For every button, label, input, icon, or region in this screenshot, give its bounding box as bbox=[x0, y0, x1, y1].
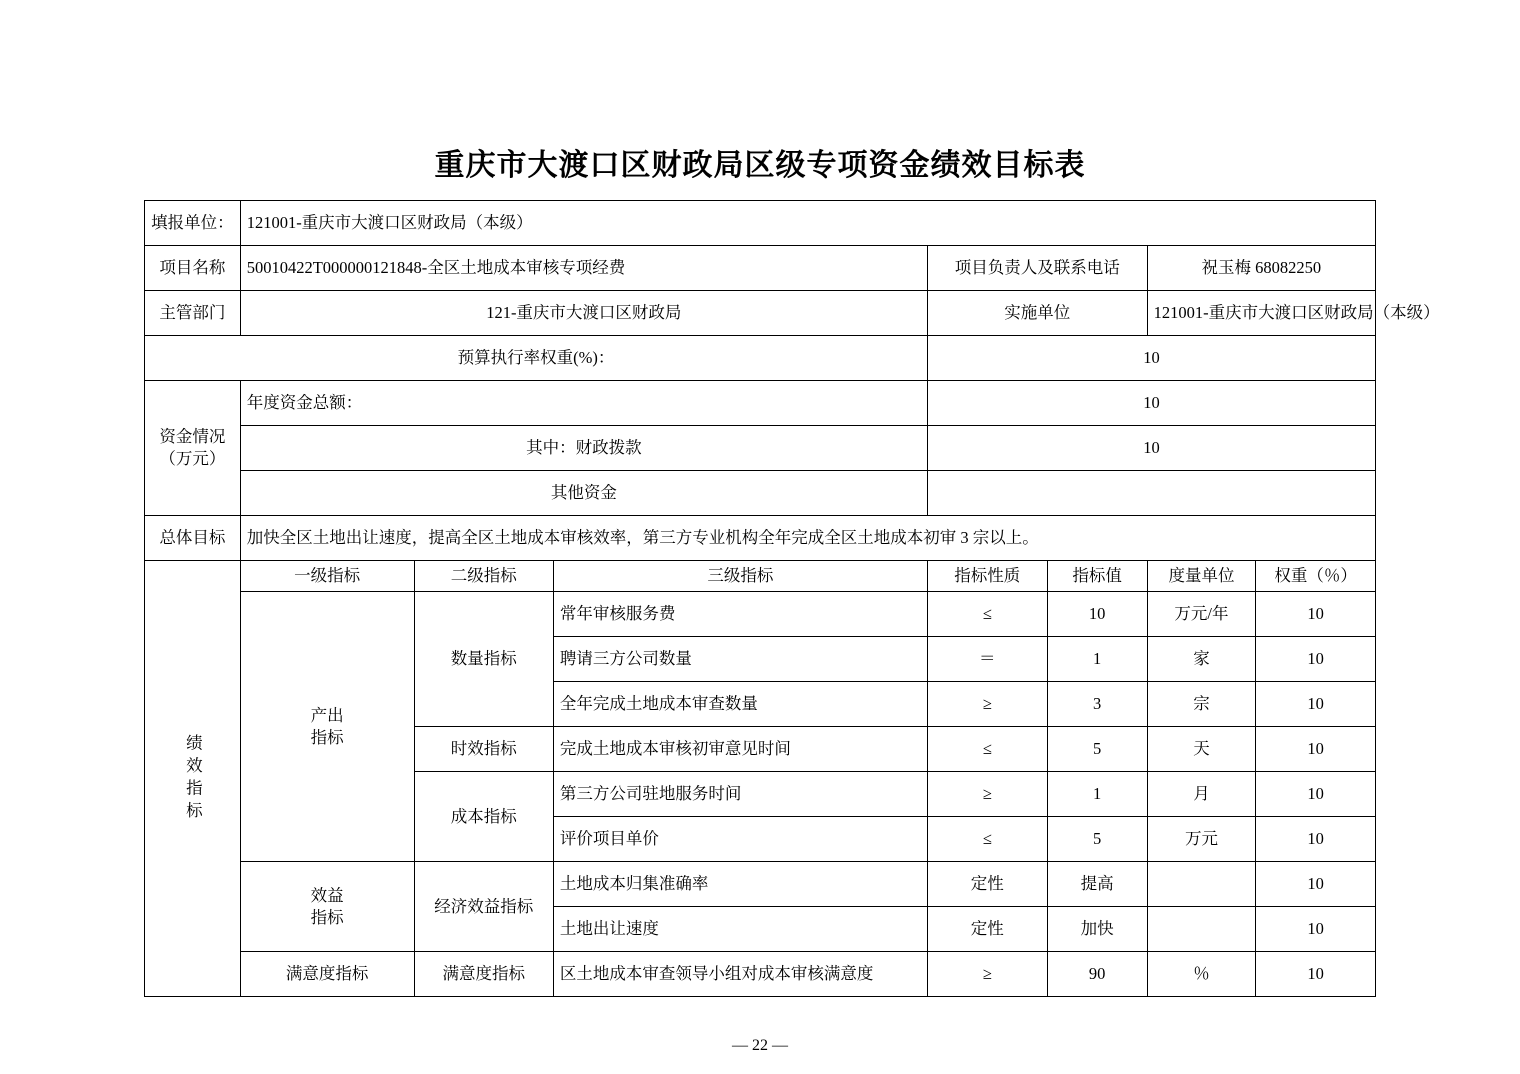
indicator-weight: 10 bbox=[1256, 727, 1376, 772]
reporting-unit-value: 121001-重庆市大渡口区财政局（本级） bbox=[240, 201, 1375, 246]
indicator-value: 加快 bbox=[1047, 907, 1147, 952]
level3-indicator: 第三方公司驻地服务时间 bbox=[553, 772, 927, 817]
table-row-indicator-header bbox=[145, 561, 1376, 592]
table-row-other-funds bbox=[145, 471, 1376, 516]
fiscal-appropriation-label: 其中：财政拨款 bbox=[240, 426, 927, 471]
indicator-value: 10 bbox=[1047, 592, 1147, 637]
indicator-unit: 万元 bbox=[1147, 817, 1256, 862]
page-title: 重庆市大渡口区财政局区级专项资金绩效目标表 bbox=[434, 149, 1086, 182]
indicator-unit: 宗 bbox=[1147, 682, 1256, 727]
reporting-unit-label: 填报单位： bbox=[145, 201, 241, 246]
level3-indicator: 全年完成土地成本审查数量 bbox=[553, 682, 927, 727]
table-row-annual-total bbox=[145, 381, 1376, 426]
level3-indicator: 聘请三方公司数量 bbox=[553, 637, 927, 682]
level3-indicator: 评价项目单价 bbox=[553, 817, 927, 862]
column-header-level3: 三级指标 bbox=[553, 561, 927, 592]
table-row-reporting-unit bbox=[145, 201, 1376, 246]
indicator-nature: ≥ bbox=[927, 772, 1047, 817]
table-row-fiscal-appropriation bbox=[145, 426, 1376, 471]
project-name-label: 项目名称 bbox=[145, 246, 241, 291]
indicator-weight: 10 bbox=[1256, 817, 1376, 862]
indicator-value: 5 bbox=[1047, 817, 1147, 862]
indicator-nature: ≤ bbox=[927, 592, 1047, 637]
indicator-nature: ≥ bbox=[927, 952, 1047, 997]
indicator-weight: 10 bbox=[1256, 862, 1376, 907]
level3-indicator: 区土地成本审查领导小组对成本审核满意度 bbox=[553, 952, 927, 997]
table-row-supervising-dept bbox=[145, 291, 1376, 336]
indicator-value: 3 bbox=[1047, 682, 1147, 727]
overall-goal-label: 总体目标 bbox=[145, 516, 241, 561]
level1-benefit-line1: 效益 bbox=[310, 885, 344, 905]
indicator-unit: 家 bbox=[1147, 637, 1256, 682]
table-row bbox=[145, 592, 1376, 637]
table-row-budget-exec-weight bbox=[145, 336, 1376, 381]
indicator-weight: 10 bbox=[1256, 772, 1376, 817]
level1-satisfaction-indicator: 满意度指标 bbox=[240, 952, 414, 997]
level1-benefit-line2: 指标 bbox=[310, 907, 344, 927]
supervising-dept-value: 121-重庆市大渡口区财政局 bbox=[240, 291, 927, 336]
indicator-unit: 月 bbox=[1147, 772, 1256, 817]
indicator-unit bbox=[1147, 862, 1256, 907]
level2-satisfaction-indicator: 满意度指标 bbox=[414, 952, 553, 997]
level1-benefit-indicator bbox=[240, 862, 414, 952]
level1-output-line2: 指标 bbox=[310, 727, 344, 747]
indicator-value: 提高 bbox=[1047, 862, 1147, 907]
column-header-value: 指标值 bbox=[1047, 561, 1147, 592]
indicator-value: 90 bbox=[1047, 952, 1147, 997]
indicator-nature: 定性 bbox=[927, 862, 1047, 907]
project-leader-value: 祝玉梅 68082250 bbox=[1147, 246, 1375, 291]
level3-indicator: 完成土地成本审核初审意见时间 bbox=[553, 727, 927, 772]
indicator-unit bbox=[1147, 907, 1256, 952]
other-funds-label: 其他资金 bbox=[240, 471, 927, 516]
annual-total-value: 10 bbox=[927, 381, 1375, 426]
indicator-nature: ＝ bbox=[927, 637, 1047, 682]
funding-situation-line1: 资金情况 bbox=[159, 426, 226, 446]
funding-situation-label bbox=[145, 381, 241, 516]
funding-situation-line2: （万元） bbox=[159, 449, 226, 468]
performance-target-table bbox=[144, 200, 1440, 997]
implementing-unit-value: 121001-重庆市大渡口区财政局（本级） bbox=[1147, 291, 1375, 336]
table-row bbox=[145, 952, 1376, 997]
column-header-level2: 二级指标 bbox=[414, 561, 553, 592]
indicator-unit: ％ bbox=[1147, 952, 1256, 997]
indicator-weight: 10 bbox=[1256, 952, 1376, 997]
implementing-unit-label: 实施单位 bbox=[927, 291, 1147, 336]
level3-indicator: 常年审核服务费 bbox=[553, 592, 927, 637]
level1-output-line1: 产出 bbox=[310, 705, 344, 725]
level3-indicator: 土地成本归集准确率 bbox=[553, 862, 927, 907]
project-leader-label: 项目负责人及联系电话 bbox=[927, 246, 1147, 291]
table-row-overall-goal bbox=[145, 516, 1376, 561]
column-header-level1: 一级指标 bbox=[240, 561, 414, 592]
supervising-dept-label: 主管部门 bbox=[145, 291, 241, 336]
indicator-weight: 10 bbox=[1256, 637, 1376, 682]
indicator-unit: 天 bbox=[1147, 727, 1256, 772]
indicator-nature: ≤ bbox=[927, 727, 1047, 772]
project-name-value: 50010422T000000121848-全区土地成本审核专项经费 bbox=[240, 246, 927, 291]
column-header-nature: 指标性质 bbox=[927, 561, 1047, 592]
indicator-weight: 10 bbox=[1256, 592, 1376, 637]
overall-goal-value: 加快全区土地出让速度，提高全区土地成本审核效率，第三方专业机构全年完成全区土地成本初审 3 宗以上。 bbox=[240, 516, 1375, 561]
other-funds-value bbox=[927, 471, 1375, 516]
level2-timeliness-indicator: 时效指标 bbox=[414, 727, 553, 772]
indicator-nature: ≤ bbox=[927, 817, 1047, 862]
column-header-unit: 度量单位 bbox=[1147, 561, 1256, 592]
indicator-nature: ≥ bbox=[927, 682, 1047, 727]
budget-exec-weight-value: 10 bbox=[927, 336, 1375, 381]
level2-quantity-indicator: 数量指标 bbox=[414, 592, 553, 727]
level2-economic-benefit-indicator: 经济效益指标 bbox=[414, 862, 553, 952]
performance-indicator-label-text: 绩效指标 bbox=[183, 733, 203, 824]
performance-indicator-label bbox=[145, 561, 241, 997]
level1-output-indicator bbox=[240, 592, 414, 862]
table-row-project-name bbox=[145, 246, 1376, 291]
level3-indicator: 土地出让速度 bbox=[553, 907, 927, 952]
page-number: — 22 — bbox=[732, 1037, 788, 1055]
indicator-value: 5 bbox=[1047, 727, 1147, 772]
indicator-weight: 10 bbox=[1256, 907, 1376, 952]
indicator-value: 1 bbox=[1047, 637, 1147, 682]
annual-total-label: 年度资金总额： bbox=[240, 381, 927, 426]
table-row bbox=[145, 862, 1376, 907]
indicator-value: 1 bbox=[1047, 772, 1147, 817]
column-header-weight: 权重（％） bbox=[1256, 561, 1376, 592]
indicator-unit: 万元/年 bbox=[1147, 592, 1256, 637]
budget-exec-weight-label: 预算执行率权重(%)： bbox=[145, 336, 928, 381]
level2-cost-indicator: 成本指标 bbox=[414, 772, 553, 862]
fiscal-appropriation-value: 10 bbox=[927, 426, 1375, 471]
indicator-weight: 10 bbox=[1256, 682, 1376, 727]
indicator-nature: 定性 bbox=[927, 907, 1047, 952]
